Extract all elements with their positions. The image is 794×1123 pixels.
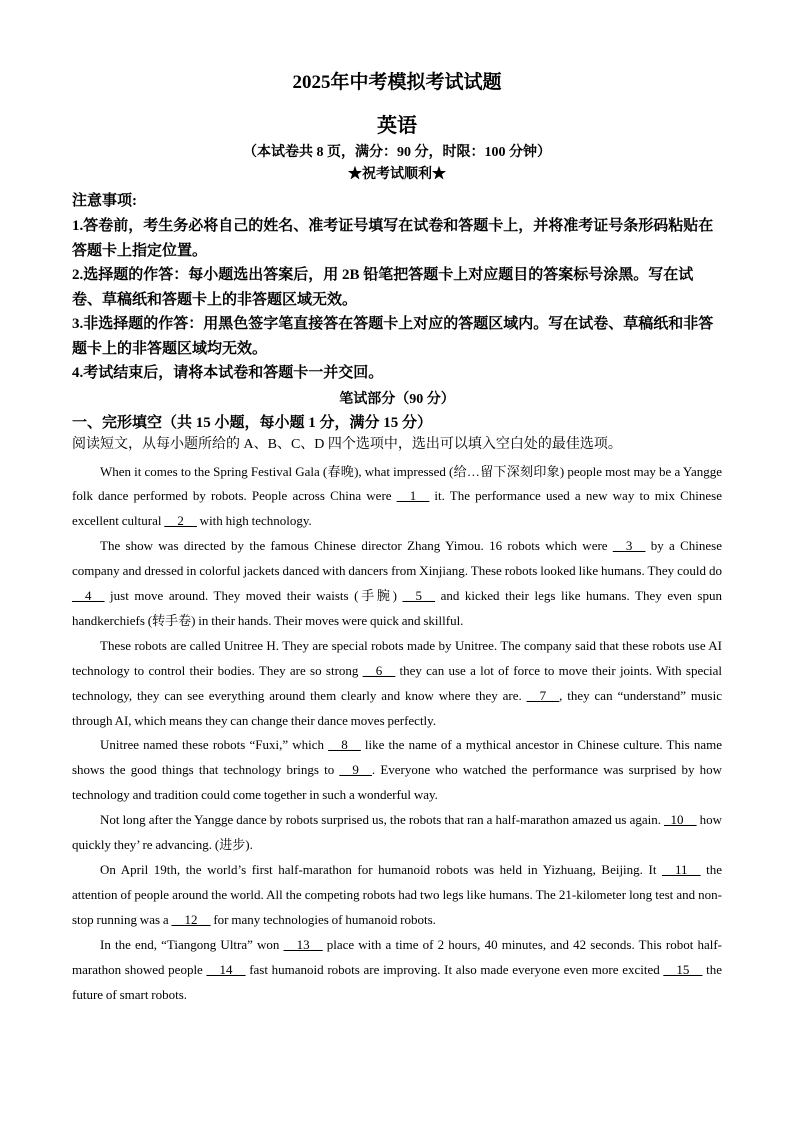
note-item: 2.选择题的作答：每小题选出答案后，用 2B 铅笔把答题卡上对应题目的答案标号涂黑。写在试卷、草稿纸和答题卡上的非答题区域无效。 (72, 267, 694, 308)
passage-text: just move around. They moved their waists (手腕) (104, 588, 403, 604)
blank-4: __4__ (72, 588, 105, 604)
blank-10: _10__ (664, 812, 697, 828)
exam-title: 2025年中考模拟考试试题 (292, 72, 502, 93)
passage-paragraph (72, 858, 722, 933)
blank-12: __12__ (171, 911, 211, 927)
passage-text: place with a time of 2 hours, 40 minutes, and 42 seconds. This robot half-marathon showed people (72, 936, 722, 977)
blank-11: __11__ (662, 862, 701, 877)
passage-paragraph (72, 933, 722, 1008)
passage-text: These robots are called Unitree H. They are special robots made by Unitree. The company said that these robots use AI technology to control their bodies. They are so strong (72, 637, 722, 678)
blank-15: __15__ (663, 961, 703, 977)
blank-8: __8__ (328, 737, 361, 753)
note-item: 1.答卷前，考生务必将自己的姓名、准考证号填写在试卷和答题卡上，并将准考证号条形码粘贴在答题卡上指定位置。 (72, 218, 714, 259)
passage-text: In the end, “Tiangong Ultra” won (100, 936, 284, 952)
part-title: 笔试部分（90 分） (339, 391, 455, 407)
passage-text: When it comes to the Spring Festival Gala (春晚), what impressed (给…留下深刻印象) people most may be a Yangge folk dance performed by robots. People across China were (72, 463, 722, 504)
passage-text: . Everyone who watched the performance was surprised by how technology and tradition could come together in such a wonderful way. (72, 762, 723, 803)
passage-text: and kicked their legs like humans. They even spun handkerchiefs (转手卷) in their hands. Their moves were quick and skillful. (72, 588, 722, 628)
passage-text: how quickly they’ re advancing. (进步). (72, 812, 723, 853)
note-item: 4.考试结束后，请将本试卷和答题卡一并交回。 (72, 365, 384, 381)
notes-section (72, 191, 722, 386)
passage-paragraph (72, 808, 722, 858)
passage-paragraph (72, 460, 722, 535)
passage-text: they can use a lot of force to move their joints. With special technology, they can see everything around them clearly and know where they are. (72, 662, 722, 703)
blank-13: __13__ (283, 936, 323, 952)
passage-text: , they can “understand” music through AI, which means they can change their dance moves perfectly. (72, 687, 722, 728)
note-item: 3.非选择题的作答：用黑色签字笔直接答在答题卡上对应的答题区域内。写在试卷、草稿纸和非答题卡上的非答题区域均无效。 (72, 316, 714, 357)
passage-text: it. The performance used a new way to mix Chinese excellent cultural (72, 488, 722, 529)
passage-text: for many technologies of humanoid robots. (210, 911, 436, 927)
subject-title: 英语 (377, 115, 417, 137)
passage-text: like the name of a mythical ancestor in Chinese culture. This name shows the good things that technology brings to (72, 737, 722, 778)
exam-meta: （本试卷共 8 页，满分：90 分，时限：100 分钟） (243, 145, 551, 160)
passage-paragraph (72, 534, 722, 634)
blank-3: __3__ (612, 538, 646, 554)
blank-1: __1__ (396, 488, 430, 504)
passage-paragraph (72, 733, 722, 808)
exam-page (72, 70, 722, 1007)
cloze-passage (72, 460, 722, 1008)
blank-2: __2__ (164, 513, 197, 529)
passage-text: Not long after the Yangge dance by robots surprised us, the robots that ran a half-marathon amazed us again. (100, 812, 665, 828)
passage-text: The show was directed by the famous Chinese director Zhang Yimou. 16 robots which were (100, 538, 613, 554)
blank-6: __6__ (362, 662, 396, 678)
blank-9: __9__ (339, 762, 372, 778)
section-title: 一、完形填空（共 15 小题，每小题 1 分，满分 15 分） (72, 414, 433, 431)
notes-heading: 注意事项: (72, 193, 137, 209)
good-luck-line: ★祝考试顺利★ (348, 167, 446, 182)
blank-7: __7__ (526, 687, 560, 703)
blank-14: __14__ (206, 961, 246, 977)
passage-text: by a Chinese company and dressed in colorful jackets danced with dancers from Xinjiang. These robots looked like humans. They could do (72, 538, 722, 579)
passage-text: fast humanoid robots are improving. It also made everyone even more excited (245, 961, 664, 977)
passage-text: On April 19th, the world’s first half-marathon for humanoid robots was held in Yizhuang, Beijing. It (100, 862, 663, 877)
passage-text: with high technology. (196, 513, 312, 529)
passage-text: Unitree named these robots “Fuxi,” which (100, 737, 329, 753)
passage-text: the future of smart robots. (72, 961, 722, 1002)
section-instruction: 阅读短文，从每小题所给的 A、B、C、D 四个选项中，选出可以填入空白处的最佳选项。 (72, 436, 622, 452)
passage-text: the attention of people around the world. All the competing robots had two legs like humans. The 21-kilometer long test and non-stop running was a (72, 862, 723, 927)
passage-paragraph (72, 634, 722, 734)
blank-5: __5__ (402, 588, 436, 604)
